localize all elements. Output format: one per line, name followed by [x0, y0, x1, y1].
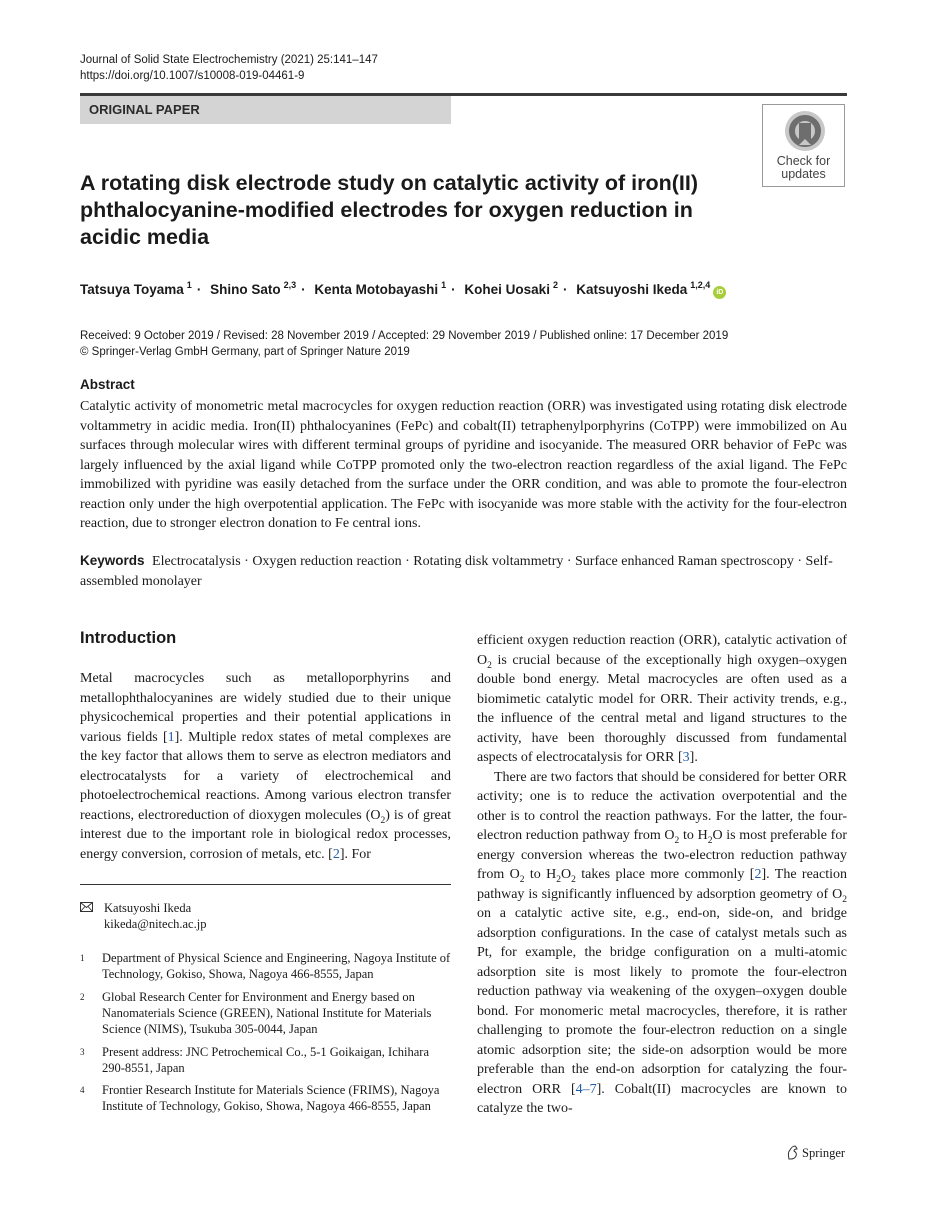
orcid-icon[interactable]: iD: [713, 286, 726, 299]
affiliation-text: Frontier Research Institute for Materials Science (FRIMS), Nagoya Institute of Technology, Gokiso, Showa, Nagoya 466-8555, Japan: [102, 1083, 440, 1113]
author-affiliation: 1: [186, 280, 192, 290]
author-affiliation: 1,2,4: [690, 280, 711, 290]
affiliation-text: Global Research Center for Environment and Energy based on Nanomaterials Science (GREEN), National Institute for Materials Science (NIMS), Tsukuba 305-0044, Japan: [102, 990, 432, 1036]
citation-link[interactable]: 4–7: [575, 1081, 597, 1097]
affiliation: [80, 1044, 451, 1076]
publication-dates: [80, 328, 728, 360]
author-name[interactable]: Tatsuya Toyama: [80, 282, 184, 297]
citation-link[interactable]: 3: [682, 750, 690, 765]
publisher-name: Springer: [802, 1146, 846, 1160]
author-name[interactable]: Kenta Motobayashi: [314, 282, 439, 297]
check-for-updates-badge[interactable]: [762, 104, 845, 187]
article-title: A rotating disk electrode study on catalytic activity of iron(II) phthalocyanine-modified electrodes for oxygen reduction in acidic media: [80, 171, 699, 249]
history-dates: Received: 9 October 2019 / Revised: 28 November 2019 / Accepted: 29 November 2019 / Published online: 17 December 2019: [80, 330, 729, 342]
keywords-heading: Keywords: [80, 553, 145, 568]
category-label: ORIGINAL PAPER: [89, 102, 200, 117]
intro-paragraph: Metal macrocycles such as metalloporphyrins and metallophthalocyanines are widely studied due to their unique physicochemical properties and their potential applications in various fields [1]. Multiple redox states of metal complexes are the key factor that allows them to serve as electron mediators and electrocatalysts for a variety of electrochemical and photoelectrochemical reactions. Among various electron transfer reactions, electroreduction of dioxygen molecules $(O_2)$ is of great interest due to the important role in biological redox processes, energy conversion, corrosion of metals, etc. [2]. For: [80, 671, 451, 862]
affiliation-number: 1: [80, 953, 85, 963]
affiliation: [80, 1082, 451, 1114]
citation-link[interactable]: 2: [754, 867, 762, 882]
intro-paragraph: efficient oxygen reduction reaction (ORR), catalytic activation of $O_2$ is crucial because of the exceptionally high oxygen–oxygen double bond energy. Metal macrocycles are often used as a biomimetic catalytic model for ORR. Their activity trends, e.g., the influence of the central metal and ligand structures to the activity, have been thoroughly discussed from fundamental aspects of electrocatalysis for ORR [3].: [477, 633, 847, 765]
doi-link[interactable]: https://doi.org/10.1007/s10008-019-04461-9: [80, 70, 305, 82]
affiliation-number: 2: [80, 992, 85, 1002]
affiliation-text: Present address: JNC Petrochemical Co., 5-1 Goikaigan, Ichihara 290-8551, Japan: [102, 1045, 429, 1075]
publisher-logo: [786, 1145, 845, 1161]
citation-link[interactable]: 1: [167, 729, 175, 745]
footnote-rule: [80, 884, 451, 885]
keywords: [80, 551, 847, 592]
left-column-text: [80, 669, 451, 864]
intro-paragraph: There are two factors that should be considered for better ORR activity; one is to reduce the activation overpotential and the other is to control the reaction pathways. For the latter, the four-electron reduction pathway from $O_2$ to $H_2O$ is most preferable for energy conversion whereas the two-electron reduction pathway from $O_2$ to $H_2O_2$ takes place more commonly [2]. The reaction pathway is significantly influenced by adsorption geometry of $O_2$ on a catalytic active site, e.g., end-on, side-on, and bridge adsorption configurations. In the case of catalyst metals such as Pt, for example, the bridge configuration on a multi-atomic adsorption site is most likely to promote the four-electron reduction pathway via weakening of the oxygen–oxygen double bond. For monomeric metal macrocycles, therefore, it is rather challenging to promote the four-electron reduction on a single atomic adsorption site; the side-on adsorption would be more preferable than the end-on adsorption for catalyzing the four-electron ORR [4–7]. Cobalt(II) macrocycles are known to catalyze the two-: [477, 769, 848, 1116]
journal-header: [80, 52, 378, 84]
affiliation-number: 3: [80, 1047, 85, 1057]
envelope-icon: [80, 902, 93, 912]
springer-horse-icon: [786, 1145, 799, 1160]
affiliation: [80, 989, 451, 1037]
introduction-heading: Introduction: [80, 629, 177, 647]
abstract-text: Catalytic activity of monometric metal macrocycles for oxygen reduction reaction (ORR) was investigated using rotating disk electrode voltammetry in acidic media. Iron(II) phthalocyanines (FePc) and cobalt(II) tetraphenylporphyrins (CoTPP) were immobilized on Au surfaces through molecular wires with different terminal groups of pyridine and isocyanide. The measured ORR behavior of FePc was largely influenced by the axial ligand while CoTPP promoted only the two-electron reaction regardless of the axial ligand. The FePc immobilized with pyridine was easily detached from the surface under the ORR condition, and was able to promote the four-electron reaction only under the high overpotential application. The FePc with isocyanide was more stable with the activity for the four-electron reaction, due to stronger electron donation to Fe central ions.: [80, 399, 847, 531]
author-name[interactable]: Kohei Uosaki: [464, 282, 550, 297]
abstract-heading: Abstract: [80, 377, 135, 392]
corresponding-author: [80, 900, 451, 932]
citation-link[interactable]: 2: [332, 846, 340, 862]
crossmark-icon: [783, 109, 827, 153]
check-for-label: Check for: [776, 154, 831, 168]
updates-label: updates: [781, 167, 826, 181]
author-name[interactable]: Katsuyoshi Ikeda: [576, 282, 688, 297]
copyright-line: © Springer-Verlag GmbH Germany, part of Springer Nature 2019: [80, 346, 410, 358]
author-affiliation: 1: [441, 280, 447, 290]
right-column-text: [477, 631, 847, 1119]
author-name[interactable]: Shino Sato: [210, 282, 281, 297]
corresponding-author-email[interactable]: kikeda@nitech.ac.jp: [104, 917, 207, 931]
author-affiliation: 2: [552, 280, 558, 290]
category-banner: [80, 96, 451, 124]
affiliation: [80, 950, 451, 982]
author-list: Tatsuya Toyama $^1$ · Shino Sato $^{2,3}$ · Kenta Motobayashi $^1$ · Kohei Uosaki $^2$ · Katsuyoshi Ikeda $^{1,2,4}$iD: [80, 280, 760, 299]
affiliation-text: Department of Physical Science and Engineering, Nagoya Institute of Technology, Gokiso, Showa, Nagoya 466-8555, Japan: [102, 951, 451, 981]
keywords-list: Electrocatalysis · Oxygen reduction reaction · Rotating disk voltammetry · Surface enhanced Raman spectroscopy · Self-assembled monolayer: [80, 554, 833, 589]
journal-citation: Journal of Solid State Electrochemistry (2021) 25:141–147: [80, 54, 378, 66]
affiliation-number: 4: [80, 1085, 85, 1095]
corresponding-author-name: Katsuyoshi Ikeda: [104, 901, 192, 915]
author-affiliation: 2,3: [283, 280, 297, 290]
